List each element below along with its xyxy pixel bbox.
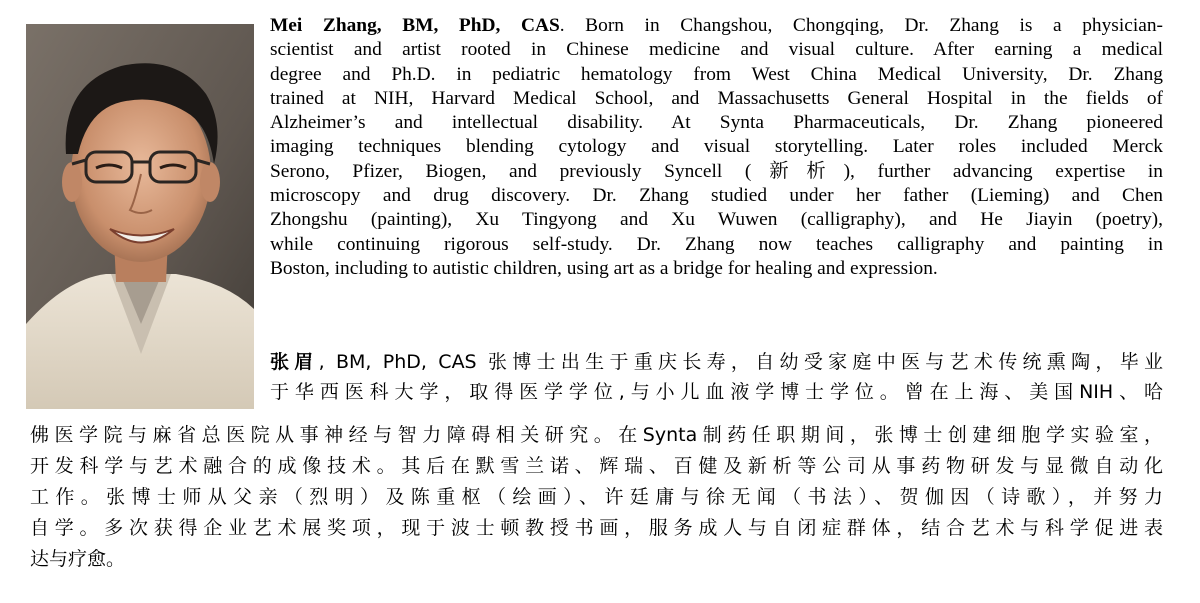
bio-english <box>270 14 1163 281</box>
bio-english-line-11: Boston, including to autistic children, using art as a bridge for healing and expression. <box>270 257 938 279</box>
bio-chinese-line-3: 佛医学院与麻省总医院从事神经与智力障碍相关研究。在Synta制药任职期间，张博士创建细胞学实验室， <box>30 424 1163 446</box>
bio-english-line-9: Zhongshu (painting), Xu Tingyong and Xu Wuwen (calligraphy), and He Jiayin (poetry), <box>270 209 1163 231</box>
bio-english-line-1: Mei Zhang, BM, PhD, CAS. Born in Changshou, Chongqing, Dr. Zhang is a physician- <box>270 15 1163 36</box>
bio-chinese-body <box>30 420 1163 575</box>
bio-english-name: Mei Zhang, BM, PhD, CAS <box>270 15 560 36</box>
bio-english-line-8: microscopy and drug discovery. Dr. Zhang studied under her father (Lieming) and Chen <box>270 185 1163 207</box>
bio-english-line-4: trained at NIH, Harvard Medical School, and Massachusetts General Hospital in the fields of <box>270 87 1163 109</box>
bio-english-line-6: imaging techniques blending cytology and visual storytelling. Later roles included Merck <box>270 136 1163 158</box>
bio-chinese-line-5: 工作。张博士师从父亲（烈明）及陈重枢（绘画）、许廷庸与徐无闻（书法）、贺伽因（诗歌），并努力 <box>30 486 1163 508</box>
bio-chinese-line-6: 自学。多次获得企业艺术展奖项，现于波士顿教授书画，服务成人与自闭症群体，结合艺术与科学促进表 <box>30 517 1163 539</box>
bio-chinese-top <box>270 347 1163 407</box>
bio-english-line-3: degree and Ph.D. in pediatric hematology from West China Medical University, Dr. Zhang <box>270 63 1163 85</box>
bio-chinese-line-4: 开发科学与艺术融合的成像技术。其后在默雪兰诺、辉瑞、百健及新析等公司从事药物研发与显微自动化 <box>30 455 1163 477</box>
bio-chinese-line-2: 于华西医科大学，取得医学学位,与小儿血液学博士学位。曾在上海、美国NIH、哈 <box>270 381 1163 403</box>
bio-chinese-name: 张眉 <box>270 351 319 373</box>
bio-chinese-line-7: 达与疗愈。 <box>30 548 126 570</box>
bio-english-line-5: Alzheimer’s and intellectual disability. At Synta Pharmaceuticals, Dr. Zhang pioneered <box>270 112 1163 134</box>
bio-english-line-10: while continuing rigorous self-study. Dr. Zhang now teaches calligraphy and painting in <box>270 233 1163 255</box>
portrait-photo <box>26 24 254 409</box>
bio-chinese-line-1: 张眉, BM, PhD, CAS 张博士出生于重庆长寿，自幼受家庭中医与艺术传统熏陶，毕业 <box>270 351 1163 373</box>
bio-english-line-7: Serono, Pfizer, Biogen, and previously Syncell (新析), further advancing expertise in <box>270 160 1163 182</box>
bio-english-line-2: scientist and artist rooted in Chinese medicine and visual culture. After earning a medical <box>270 39 1163 61</box>
